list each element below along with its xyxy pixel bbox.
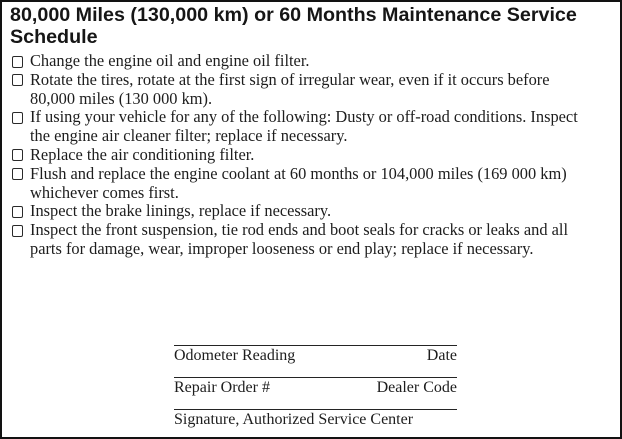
checklist-item bbox=[12, 221, 594, 259]
field-label-date: Date bbox=[426, 347, 457, 364]
service-record-form bbox=[174, 345, 457, 439]
checklist-item-text: Inspect the brake linings, replace if necessary. bbox=[30, 201, 332, 221]
checkbox-icon bbox=[12, 206, 23, 218]
checkbox-icon bbox=[12, 149, 23, 161]
checkbox-icon bbox=[12, 168, 23, 180]
checklist-item bbox=[12, 71, 594, 109]
checklist-item-text: Change the engine oil and engine oil filter. bbox=[30, 51, 310, 70]
checkbox-icon bbox=[12, 225, 23, 237]
checklist-item bbox=[12, 146, 594, 165]
checklist-item bbox=[12, 108, 594, 146]
checklist-item-text: If using your vehicle for any of the following: Dusty or off-road conditions. Inspect the engine air cleaner filter; replace if necessary. bbox=[30, 107, 578, 146]
checkbox-icon bbox=[12, 56, 23, 68]
form-field-row-repair-dealer bbox=[174, 377, 457, 409]
checklist-item bbox=[12, 202, 594, 221]
checklist-item-text: Replace the air conditioning filter. bbox=[30, 144, 255, 164]
field-label-dealer-code: Dealer Code bbox=[376, 379, 457, 396]
maintenance-checklist bbox=[12, 52, 594, 259]
checklist-item-text: Inspect the front suspension, tie rod ends and boot seals for cracks or leaks and all parts for damage, wear, improper looseness or end play; replace if necessary. bbox=[30, 220, 569, 258]
checkbox-icon bbox=[12, 74, 23, 86]
form-field-row-signature bbox=[174, 409, 457, 439]
field-label-odometer-reading: Odometer Reading bbox=[174, 347, 296, 364]
checklist-item bbox=[12, 52, 594, 71]
checkbox-icon bbox=[12, 112, 23, 124]
page-title: 80,000 Miles (130,000 km) or 60 Months Maintenance Service Schedule bbox=[10, 4, 577, 48]
field-label-signature: Signature, Authorized Service Center bbox=[174, 411, 414, 428]
checklist-item-text: Rotate the tires, rotate at the first sign of irregular wear, even if it occurs before 80,000 miles (130 000 km). bbox=[30, 69, 550, 108]
field-label-repair-order: Repair Order # bbox=[174, 379, 270, 396]
checklist-item-text: Flush and replace the engine coolant at 60 months or 104,000 miles (169 000 km) whichever comes first. bbox=[30, 163, 567, 202]
form-field-row-odometer-date bbox=[174, 345, 457, 377]
checklist-item bbox=[12, 165, 594, 203]
